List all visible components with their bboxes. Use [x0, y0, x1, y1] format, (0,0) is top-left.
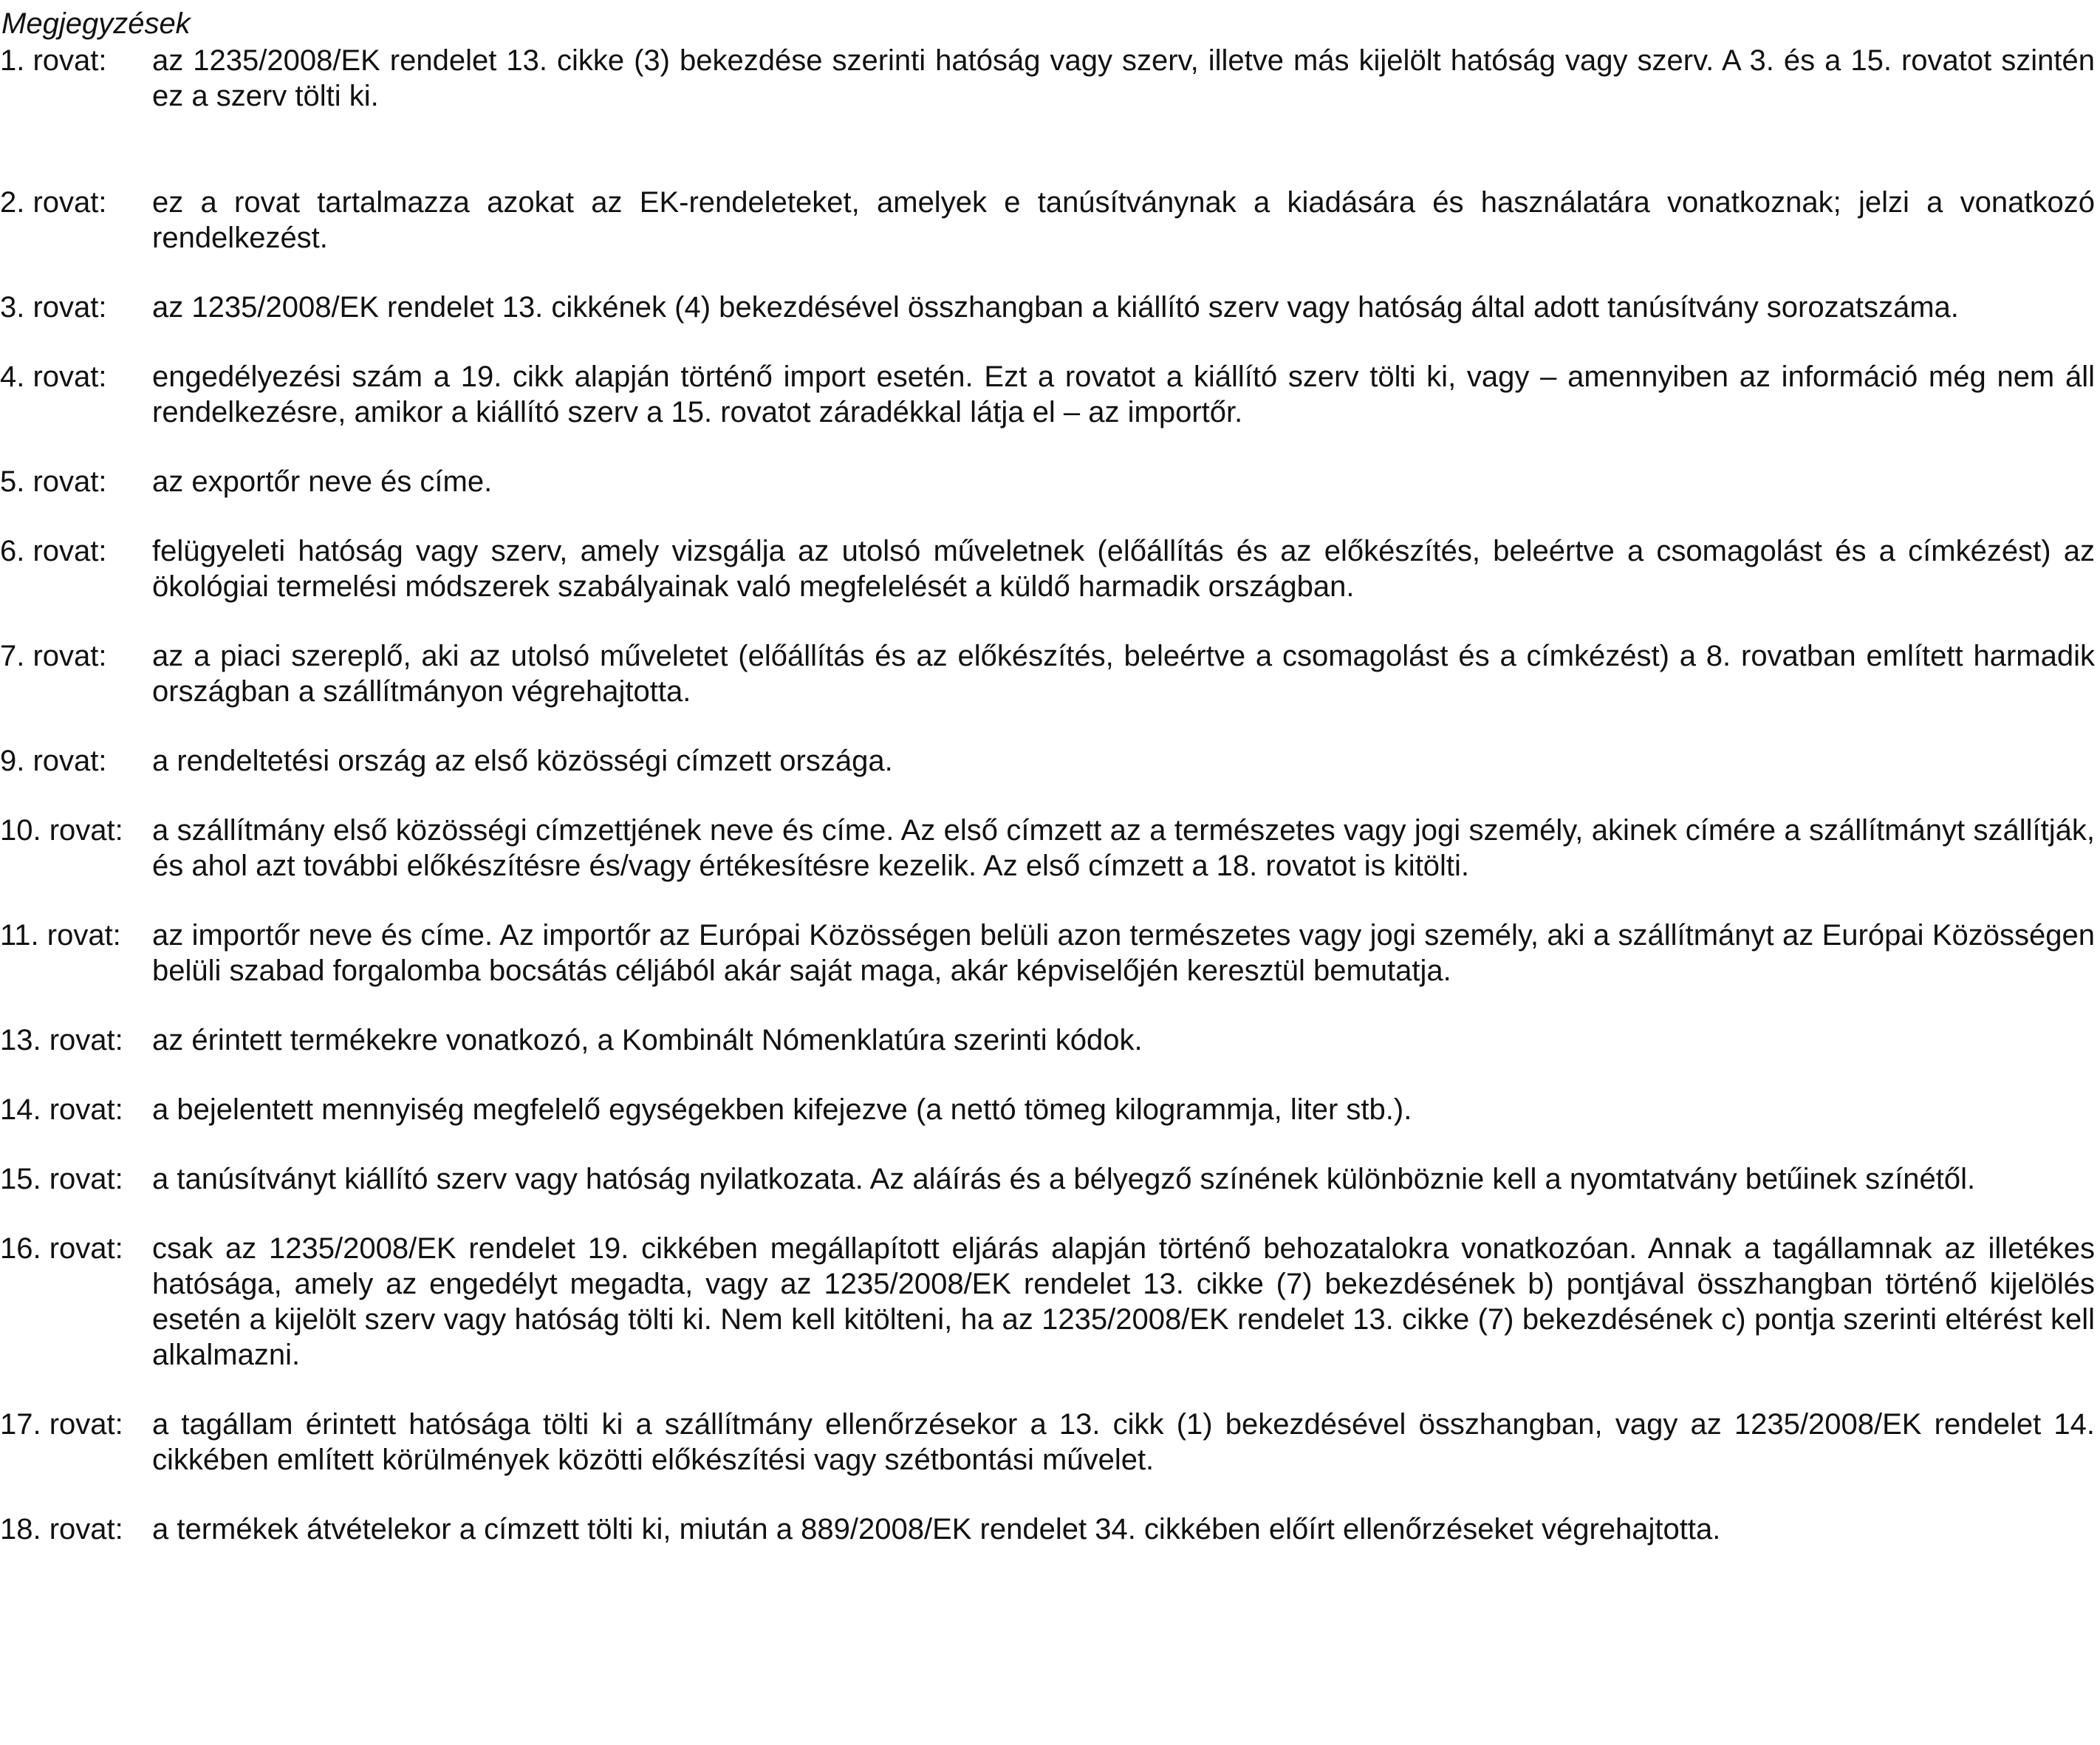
- note-text: ez a rovat tartalmazza azokat az EK-rendeleteket, amelyek e tanúsítványnak a kiadására és használatára vonatkoznak; jelzi a vonatkozó rendelkezést.: [152, 186, 2095, 254]
- note-label: 18. rovat:: [0, 1513, 123, 1546]
- note-label: 17. rovat:: [0, 1408, 123, 1441]
- note-text: az exportőr neve és címe.: [152, 465, 493, 498]
- note-label: 6. rovat:: [0, 535, 107, 567]
- note-label: 3. rovat:: [0, 291, 107, 324]
- note-label: 1. rovat:: [0, 44, 107, 77]
- note-label: 5. rovat:: [0, 465, 107, 498]
- document-heading: Megjegyzések: [1, 7, 191, 40]
- note-label: 2. rovat:: [0, 186, 107, 219]
- note-text: az érintett termékekre vonatkozó, a Kombinált Nómenklatúra szerinti kódok.: [152, 1024, 1143, 1056]
- note-label: 16. rovat:: [0, 1232, 123, 1265]
- note-label: 14. rovat:: [0, 1093, 123, 1126]
- note-label: 4. rovat:: [0, 361, 107, 393]
- note-text: az 1235/2008/EK rendelet 13. cikkének (4) bekezdésével összhangban a kiállító szerv vagy hatóság által adott tanúsítvány sorozatszáma.: [152, 291, 1959, 324]
- note-label: 15. rovat:: [0, 1163, 123, 1195]
- note-text: a termékek átvételekor a címzett tölti ki, miután a 889/2008/EK rendelet 34. cikkében előírt ellenőrzéseket végrehajtotta.: [152, 1513, 1721, 1546]
- note-text: a bejelentett mennyiség megfelelő egységekben kifejezve (a nettó tömeg kilogrammja, liter stb.).: [152, 1093, 1412, 1126]
- note-label: 13. rovat:: [0, 1024, 123, 1056]
- note-text: az importőr neve és címe. Az importőr az Európai Közösségen belüli azon természetes vagy jogi személy, aki a szállítmányt az Európai Közösségen belüli szabad forgalomba bocsátás céljából akár saját maga, akár képviselőjén keresztül bemutatja.: [152, 919, 2095, 987]
- note-text: a rendeltetési ország az első közösségi címzett országa.: [152, 745, 893, 777]
- note-text: engedélyezési szám a 19. cikk alapján történő import esetén. Ezt a rovatot a kiállító szerv tölti ki, vagy – amennyiben az információ még nem áll rendelkezésre, amikor a kiállító szerv a 15. rovatot záradékkal látja el – az importőr.: [152, 361, 2095, 428]
- note-label: 9. rovat:: [0, 745, 107, 777]
- note-label: 10. rovat:: [0, 814, 123, 847]
- note-text: a szállítmány első közösségi címzettjének neve és címe. Az első címzett az a természetes vagy jogi személy, akinek címére a szállítmányt szállítják, és ahol azt további előkészítésre és/vagy értékesítésre kezelik. Az első címzett a 18. rovatot is kitölti.: [152, 814, 2095, 882]
- note-text: csak az 1235/2008/EK rendelet 19. cikkében megállapított eljárás alapján történő behozatalokra vonatkozóan. Annak a tagállamnak az illetékes hatósága, amely az engedélyt megadta, vagy az 1235/2008/EK rendelet 13. cikke (7) bekezdésének b) pontjával összhangban történő kijelölés esetén a kijelölt szerv vagy hatóság tölti ki. Nem kell kitölteni, ha az 1235/2008/EK rendelet 13. cikke (7) bekezdésének c) pontja szerinti eltérést kell alkalmazni.: [152, 1232, 2095, 1371]
- note-text: a tagállam érintett hatósága tölti ki a szállítmány ellenőrzésekor a 13. cikk (1) bekezdésével összhangban, vagy az 1235/2008/EK rendelet 14. cikkében említett körülmények közötti előkészítési vagy szétbontási művelet.: [152, 1408, 2095, 1476]
- note-label: 11. rovat:: [0, 919, 121, 952]
- note-text: az a piaci szereplő, aki az utolsó műveletet (előállítás és az előkészítés, beleértve a csomagolást és a címkézést) a 8. rovatban említett harmadik országban a szállítmányon végrehajtotta.: [152, 640, 2095, 708]
- note-text: a tanúsítványt kiállító szerv vagy hatóság nyilatkozata. Az aláírás és a bélyegző színének különböznie kell a nyomtatvány betűinek színétől.: [152, 1163, 1976, 1195]
- note-label: 7. rovat:: [0, 640, 107, 672]
- note-text: felügyeleti hatóság vagy szerv, amely vizsgálja az utolsó műveletnek (előállítás és az előkészítés, beleértve a csomagolást és a címkézést) az ökológiai termelési módszerek szabályainak való megfelelését a küldő harmadik országban.: [152, 535, 2095, 603]
- note-text: az 1235/2008/EK rendelet 13. cikke (3) bekezdése szerinti hatóság vagy szerv, illetve más kijelölt hatóság vagy szerv. A 3. és a 15. rovatot szintén ez a szerv tölti ki.: [152, 44, 2095, 112]
